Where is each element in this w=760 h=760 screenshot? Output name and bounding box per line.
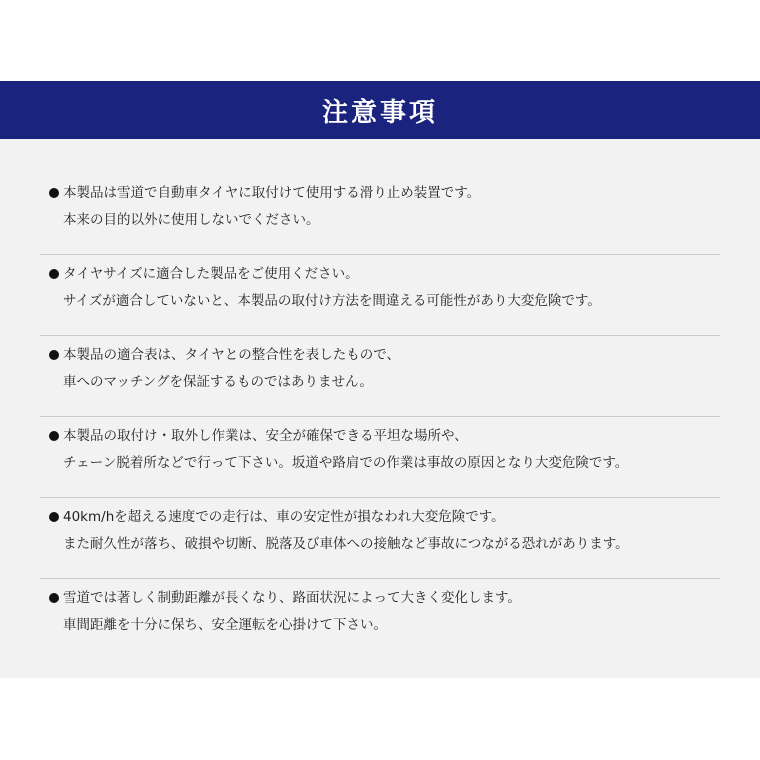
note-first-line [40,504,720,531]
note-first-line [40,342,720,369]
note-first-line [40,180,720,207]
note-first-line [40,585,720,612]
note-item [40,336,720,417]
note-item [40,579,720,660]
note-first-line [40,423,720,450]
note-item [40,174,720,255]
note-first-line [40,261,720,288]
note-item [40,498,720,579]
note-text: 雪道では著しく制動距離が長くなり、路面状況によって大きく変化します。 [63,590,521,606]
bullet-icon [49,350,59,360]
note-item [40,255,720,336]
bullet-icon [49,431,59,441]
bullet-icon [49,269,59,279]
note-text: タイヤサイズに適合した製品をご使用ください。 [63,266,359,282]
bullet-icon [49,593,59,603]
note-second-line: 車へのマッチングを保証するものではありません。 [63,374,373,390]
notes-panel [0,139,760,678]
page-title: 注意事項 [321,97,438,128]
note-item [40,417,720,498]
note-second-line: チェーン脱着所などで行って下さい。坂道や路肩での作業は事故の原因となり大変危険です。 [63,455,629,471]
note-text: 本製品の取付け・取外し作業は、安全が確保できる平坦な場所や、 [63,428,468,444]
notes-list [40,174,720,660]
note-text: 40km/hを超える速度での走行は、車の安定性が損なわれ大変危険です。 [63,509,505,525]
note-second-line: サイズが適合していないと、本製品の取付け方法を間違える可能性があり大変危険です。 [63,293,601,309]
bullet-icon [49,512,59,522]
bullet-icon [49,188,59,198]
note-text: 本製品の適合表は、タイヤとの整合性を表したもので、 [63,347,400,363]
note-second-line: 車間距離を十分に保ち、安全運転を心掛けて下さい。 [63,617,387,633]
note-second-line: また耐久性が落ち、破損や切断、脱落及び車体への接触など事故につながる恐れがあります。 [63,536,629,552]
note-text: 本製品は雪道で自動車タイヤに取付けて使用する滑り止め装置です。 [63,185,481,201]
note-second-line: 本来の目的以外に使用しないでください。 [63,212,320,228]
header-banner [0,81,760,139]
